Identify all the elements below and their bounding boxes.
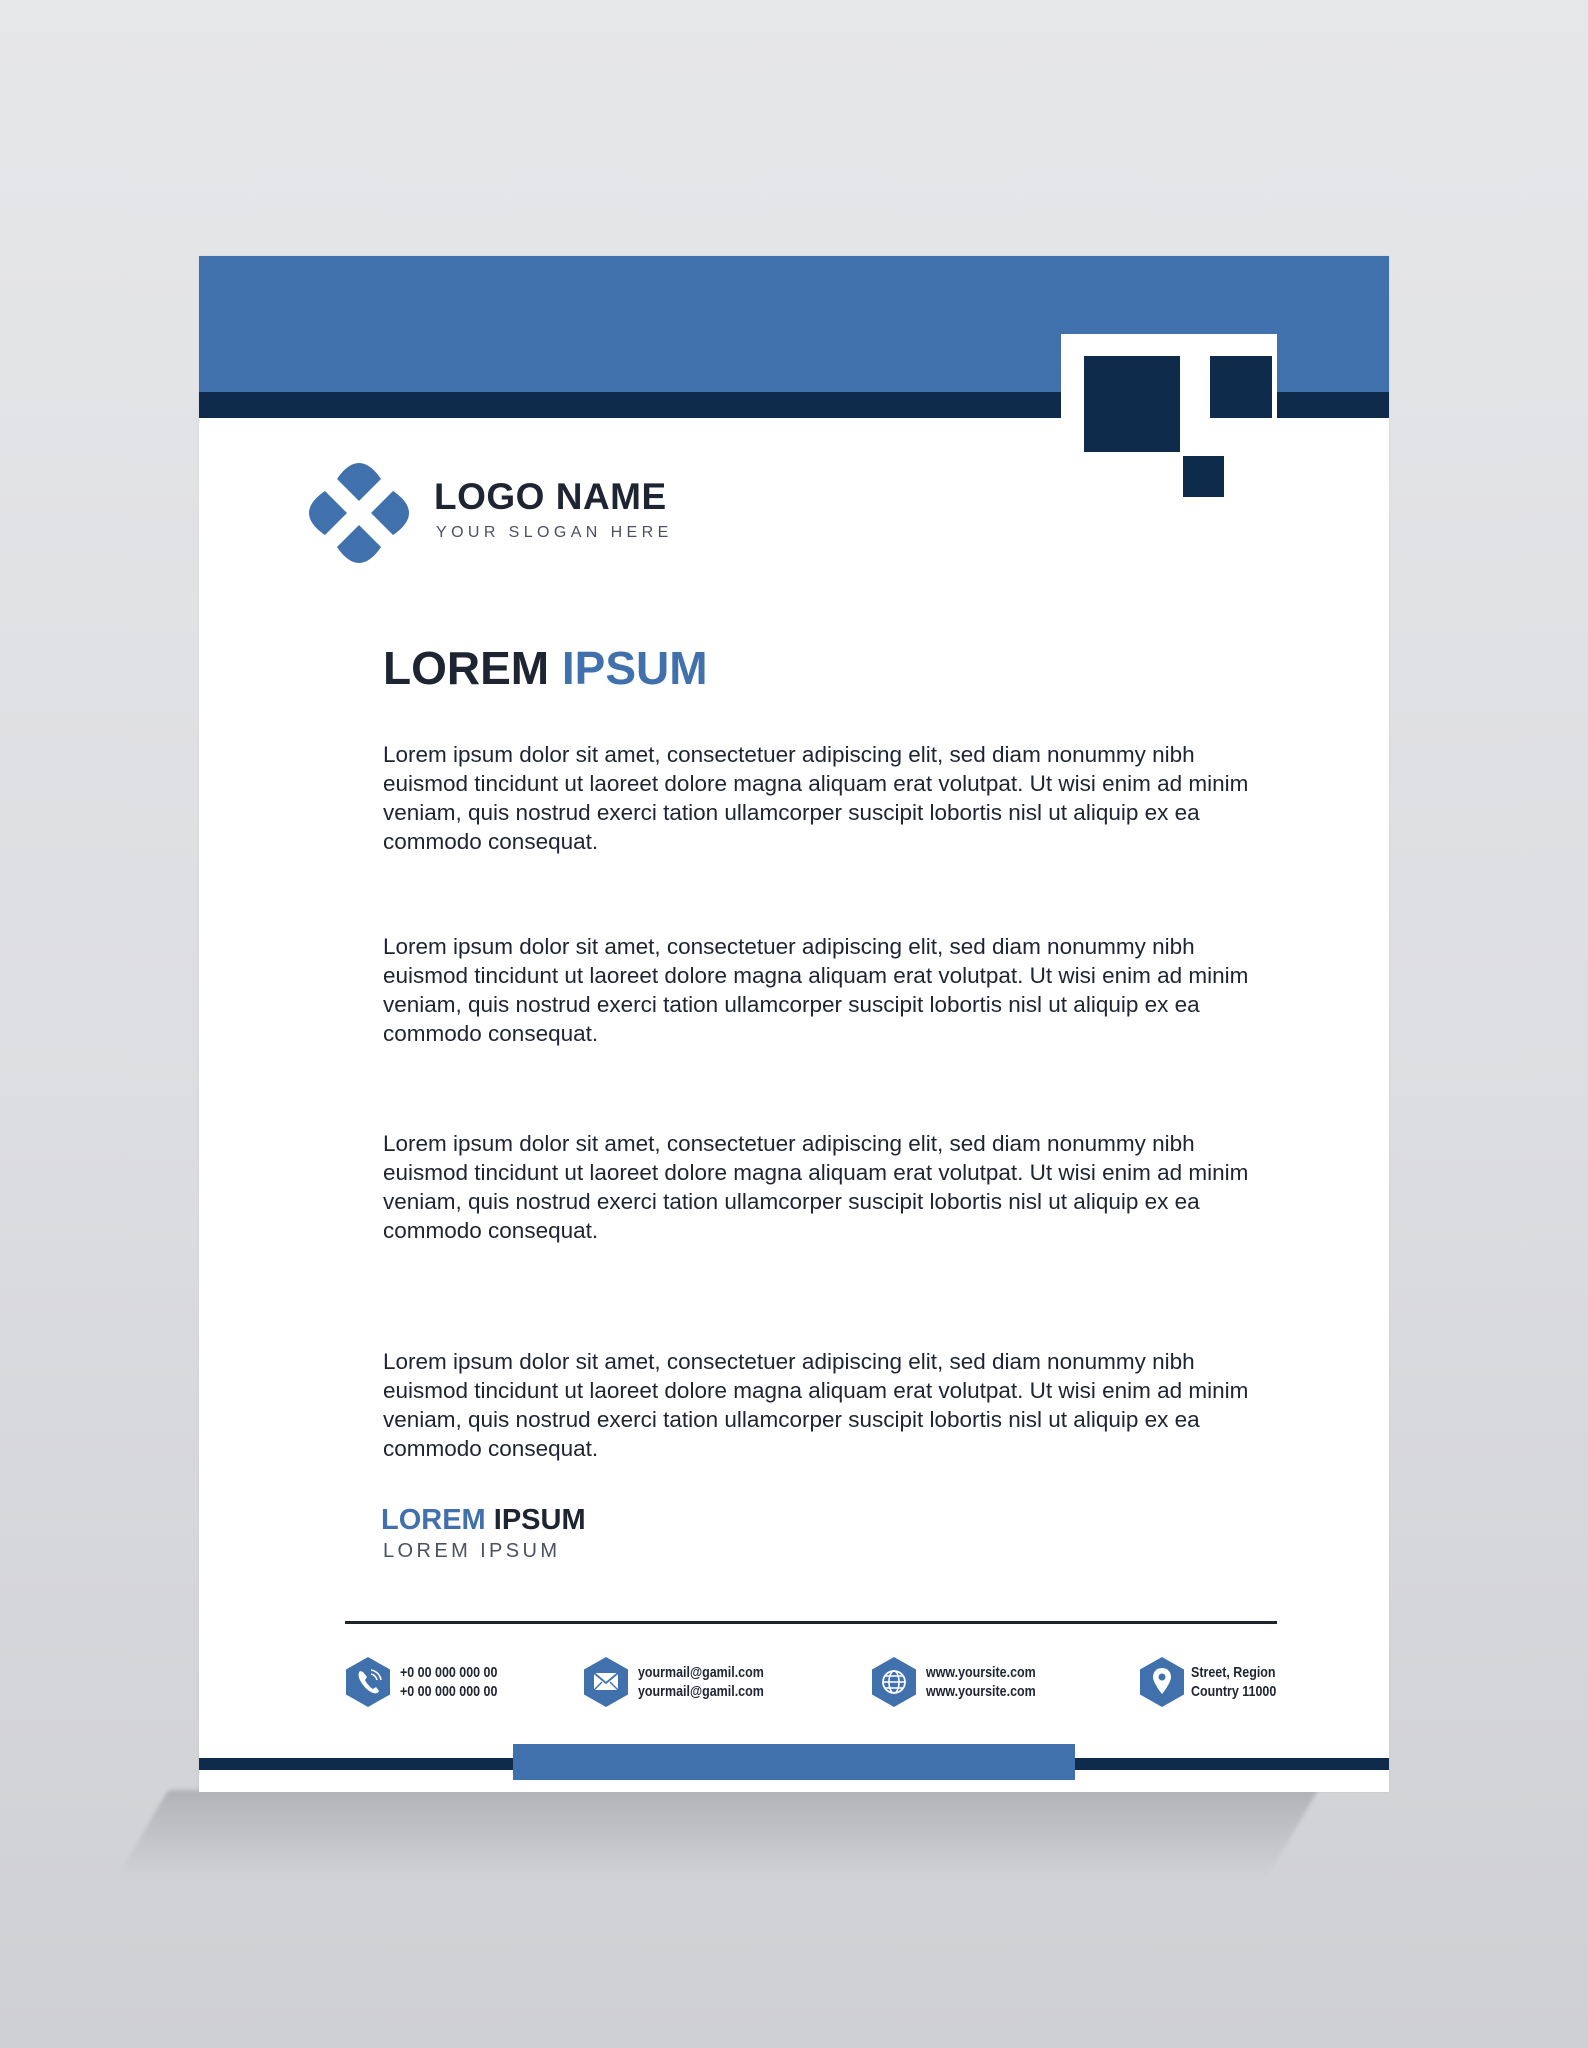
footer-band [513, 1744, 1075, 1780]
decor-square-large [1084, 356, 1180, 452]
logo-slogan: YOUR SLOGAN HERE [436, 524, 673, 541]
body-paragraph-2: Lorem ipsum dolor sit amet, consectetuer adipiscing elit, sed diam nonummy nibh euismod tincidunt ut laoreet dolore magna aliquam erat volutpat. Ut wisi enim ad minim veniam, quis nostrud exerci tation ullamcorper suscipit lobortis nisl ut aliquip ex ea commodo consequat. [383, 934, 1249, 1046]
phone-icon [345, 1656, 391, 1708]
heading-part-accent: IPSUM [561, 642, 708, 694]
phone-line-1: +0 00 000 000 00 [400, 1665, 498, 1681]
address-line-2: Country 11000 [1191, 1684, 1277, 1700]
address-line-1: Street, Region [1191, 1665, 1276, 1681]
globe-icon [871, 1656, 917, 1708]
body-paragraph-3: Lorem ipsum dolor sit amet, consectetuer adipiscing elit, sed diam nonummy nibh euismod tincidunt ut laoreet dolore magna aliquam erat volutpat. Ut wisi enim ad minim veniam, quis nostrud exerci tation ullamcorper suscipit lobortis nisl ut aliquip ex ea commodo consequat. [383, 1131, 1249, 1243]
website-line-2[interactable]: www.yoursite.com [926, 1684, 1036, 1700]
body-paragraph-1: Lorem ipsum dolor sit amet, consectetuer adipiscing elit, sed diam nonummy nibh euismod tincidunt ut laoreet dolore magna aliquam erat volutpat. Ut wisi enim ad minim veniam, quis nostrud exerci tation ullamcorper suscipit lobortis nisl ut aliquip ex ea commodo consequat. [383, 742, 1249, 854]
location-pin-icon [1139, 1656, 1185, 1708]
footer-divider [345, 1621, 1277, 1624]
contact-phone [345, 1656, 545, 1712]
signature-title: LOREM IPSUM [383, 1540, 561, 1562]
contact-address [1139, 1656, 1319, 1712]
page-shadow [116, 1790, 1318, 1880]
decor-square-small [1183, 456, 1224, 497]
signature-name-accent: LOREM [381, 1504, 486, 1536]
website-line-1[interactable]: www.yoursite.com [926, 1665, 1036, 1681]
envelope-icon [583, 1656, 629, 1708]
email-line-2[interactable]: yourmail@gamil.com [638, 1684, 764, 1700]
contact-email [583, 1656, 803, 1712]
signature-name-dark: IPSUM [493, 1504, 586, 1536]
decor-square-medium [1210, 356, 1272, 418]
email-line-1[interactable]: yourmail@gamil.com [638, 1665, 764, 1681]
body-paragraph-4: Lorem ipsum dolor sit amet, consectetuer adipiscing elit, sed diam nonummy nibh euismod tincidunt ut laoreet dolore magna aliquam erat volutpat. Ut wisi enim ad minim veniam, quis nostrud exerci tation ullamcorper suscipit lobortis nisl ut aliquip ex ea commodo consequat. [383, 1349, 1249, 1461]
letterhead-page [199, 256, 1389, 1792]
logo-name: LOGO NAME [434, 476, 667, 517]
heading-part-dark: LOREM [383, 642, 550, 694]
signature-name [381, 1504, 586, 1537]
four-leaf-x-logo-icon [307, 461, 411, 565]
contact-website [871, 1656, 1091, 1712]
phone-line-2: +0 00 000 000 00 [400, 1684, 498, 1700]
document-heading [383, 641, 708, 695]
